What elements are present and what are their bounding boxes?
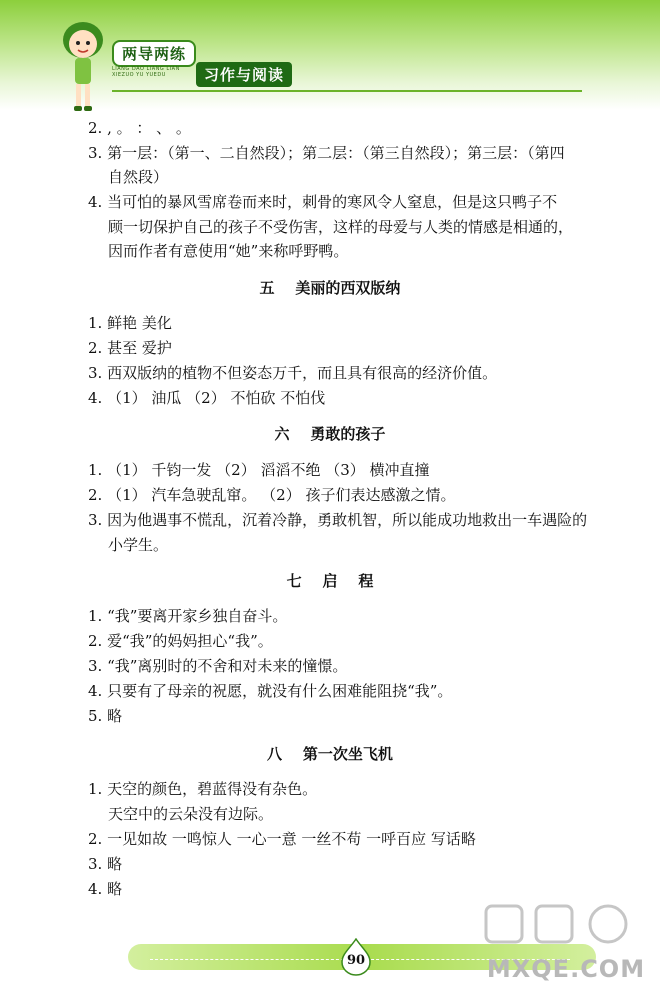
answer-line: 天空中的云朵没有边际。	[108, 805, 274, 823]
answer-line: 3. 第一层：（第一、二自然段）；第二层：（第三自然段）；第三层：（第四	[88, 144, 565, 162]
answer-line: 4. （1） 油瓜 （2） 不怕砍 不怕伐	[88, 389, 326, 407]
answer-line: 小学生。	[108, 536, 169, 554]
section-heading: 五 美丽的西双版纳	[259, 279, 401, 297]
section-heading: 六 勇敢的孩子	[274, 425, 386, 443]
answer-line: 3. 略	[88, 855, 123, 873]
header-divider	[112, 90, 582, 92]
answer-line: 1. “我”要离开家乡独自奋斗。	[88, 607, 288, 625]
answer-line: 2. 一见如故 一鸣惊人 一心一意 一丝不苟 一呼百应 写话略	[88, 830, 476, 848]
watermark-text: MXQE.COM	[486, 955, 646, 983]
answer-line: 5. 略	[88, 707, 123, 725]
answer-line: 2. 甚至 爱护	[88, 339, 172, 357]
answer-line: 4. 当可怕的暴风雪席卷而来时，刺骨的寒风令人窒息，但是这只鸭子不	[88, 193, 558, 211]
answer-line: 因而作者有意使用“她”来称呼野鸭。	[108, 242, 349, 260]
answer-line: 1. 鲜艳 美化	[88, 314, 172, 332]
answer-line: 4. 略	[88, 880, 123, 898]
answer-line: 顾一切保护自己的孩子不受伤害，这样的母爱与人类的情感是相通的，	[108, 218, 574, 236]
answer-line: 1. （1） 千钧一发 （2） 滔滔不绝 （3） 横冲直撞	[88, 461, 430, 479]
answer-line: 3. 西双版纳的植物不但姿态万千，而且具有很高的经济价值。	[88, 364, 498, 382]
answer-line: 2. , 。 ： 、 。	[88, 119, 191, 137]
answer-line: 2. 爱“我”的妈妈担心“我”。	[88, 632, 273, 650]
cartoon-girl-mascot-icon	[60, 18, 106, 114]
answer-line: 3. 因为他遇事不慌乱，沉着冷静，勇敢机智，所以能成功地救出一车遇险的	[88, 511, 588, 529]
book-series-title: 两导两练	[112, 40, 196, 67]
section-heading: 七 启 程	[286, 572, 374, 590]
page-number-badge	[340, 938, 372, 976]
book-series-pinyin: LIANG DAO LIANG LIAN XIEZUO YU YUEDU	[112, 66, 180, 78]
answer-line: 2. （1） 汽车急驶乱窜。 （2） 孩子们表达感激之情。	[88, 486, 456, 504]
answer-line: 3. “我”离别时的不舍和对未来的憧憬。	[88, 657, 348, 675]
answer-line: 4. 只要有了母亲的祝愿，就没有什么困难能阻挠“我”。	[88, 682, 453, 700]
answer-line: 自然段）	[108, 168, 169, 186]
book-subtitle: 习作与阅读	[196, 62, 292, 87]
page-number: 90	[346, 953, 366, 968]
answer-line: 1. 天空的颜色，碧蓝得没有杂色。	[88, 780, 318, 798]
section-heading: 八 第一次坐飞机	[267, 745, 393, 763]
